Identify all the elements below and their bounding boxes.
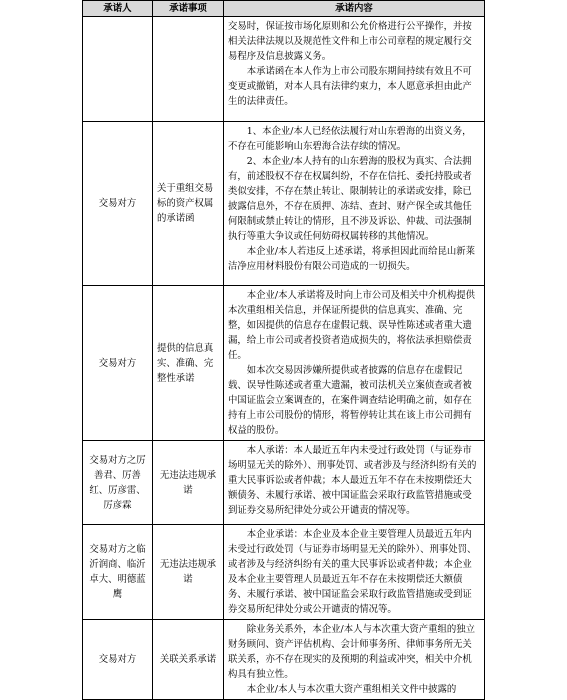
header-commitment-item: 承诺事项 [153,1,224,17]
party-cell: 交易对方 [83,286,153,441]
item-cell [153,17,224,122]
content-cell [224,122,485,286]
party-cell: 交易对方 [83,122,153,286]
party-cell: 交易对方之临沂润商、临沂卓大、明德蓝鹰 [83,525,153,620]
item-cell: 提供的信息真实、准确、完整性承诺 [153,286,224,441]
commitment-table [82,0,485,700]
content-paragraph: 本企业承诺：本企业及本企业主要管理人员最近五年内未受过行政处罚（与证券市场明显无关的除外）、刑事处罚、或者涉及与经济纠纷有关的重大民事诉讼或者仲裁；本企业及本企业主要管理人员最近五年不存在未按期偿还大额债务、未履行承诺、被中国证监会采取行政监管措施或受到证券交易所纪律处分或公开谴责的情况等。 [228,529,477,615]
content-paragraph: 本承诺函在本人作为上市公司股东期间持续有效且不可变更或撤销，对本人具有法律约束力，本人愿意承担由此产生的法律责任。 [228,66,472,107]
content-cell [224,525,485,620]
party-cell [83,17,153,122]
item-cell: 无违法违规承诺 [153,441,224,525]
content-paragraph: 本企业/本人承诺将及时向上市公司及相关中介机构提供本次重组相关信息，并保证所提供的信息真实、准确、完整，如因提供的信息存在虚假记载、误导性陈述或者重大遗漏，给上市公司或者投资者造成损失的，将依法承担赔偿责任。 [228,290,475,361]
content-paragraph: 本人承诺：本人最近五年内未受过行政处罚（与证券市场明显无关的除外）、刑事处罚、或者涉及与经济纠纷有关的重大民事诉讼或者仲裁；本人最近五年不存在未按期偿还大额债务、未履行承诺、被中国证监会采取行政监管措施或受到证券交易所纪律处分或公开谴责的情况等。 [228,445,477,516]
content-cell [224,286,485,441]
content-cell [224,441,485,525]
content-paragraph: 本企业/本人若违反上述承诺，将承担因此而给昆山新莱洁净应用材料股份有限公司造成的一切损失。 [228,246,475,272]
header-committer: 承诺人 [83,1,153,17]
table-row [83,441,485,525]
table-row [83,122,485,286]
item-cell: 无违法违规承诺 [153,525,224,620]
content-cell [224,620,485,700]
header-row [83,1,485,17]
table-row [83,17,485,122]
table-row [83,286,485,441]
party-cell: 交易对方 [83,620,153,700]
item-cell: 关联关系承诺 [153,620,224,700]
content-paragraph: 除业务关系外，本企业/本人与本次重大资产重组的独立财务顾问、资产评估机构、会计师事务所、律师事务所无关联关系，亦不存在现实的及预期的利益或冲突，相关中介机构具有独立性。 [228,624,475,680]
item-cell: 关于重组交易标的资产权属的承诺函 [153,122,224,286]
header-commitment-content: 承诺内容 [224,1,485,17]
content-paragraph: 交易时，保证按市场化原则和公允价格进行公平操作，并按相关法律法规以及规范性文件和上市公司章程的规定履行交易程序及信息披露义务。 [228,21,472,62]
table-row [83,525,485,620]
content-cell [224,17,485,122]
content-paragraph: 如本次交易因涉嫌所提供或者披露的信息存在虚假记载、误导性陈述或者重大遗漏，被司法机关立案侦查或者被中国证监会立案调查的，在案件调查结论明确之前，如存在持有上市公司股份的情形，将暂停转让其在该上市公司拥有权益的股份。 [228,365,472,436]
content-paragraph: 1、本企业/本人已经依法履行对山东碧海的出资义务，不存在可能影响山东碧海合法存续的情况。 [228,126,472,152]
content-paragraph: 本企业/本人与本次重大资产重组相关文件中披露的 [246,684,457,695]
table-row [83,620,485,700]
content-paragraph: 2、本企业/本人持有的山东碧海的股权为真实、合法拥有，前述股权不存在权属纠纷，不存在信托、委托持股或者类似安排，不存在禁止转让、限制转让的承诺或安排，除已披露信息外，不存在质押、冻结、查封、财产保全或其他任何限制或禁止转让的情形，且不涉及诉讼、仲裁、司法强制执行等重大争议或任何妨碍权属转移的其他情况。 [228,156,472,242]
party-cell: 交易对方之厉善君、厉善红、厉彦雷、厉彦霖 [83,441,153,525]
